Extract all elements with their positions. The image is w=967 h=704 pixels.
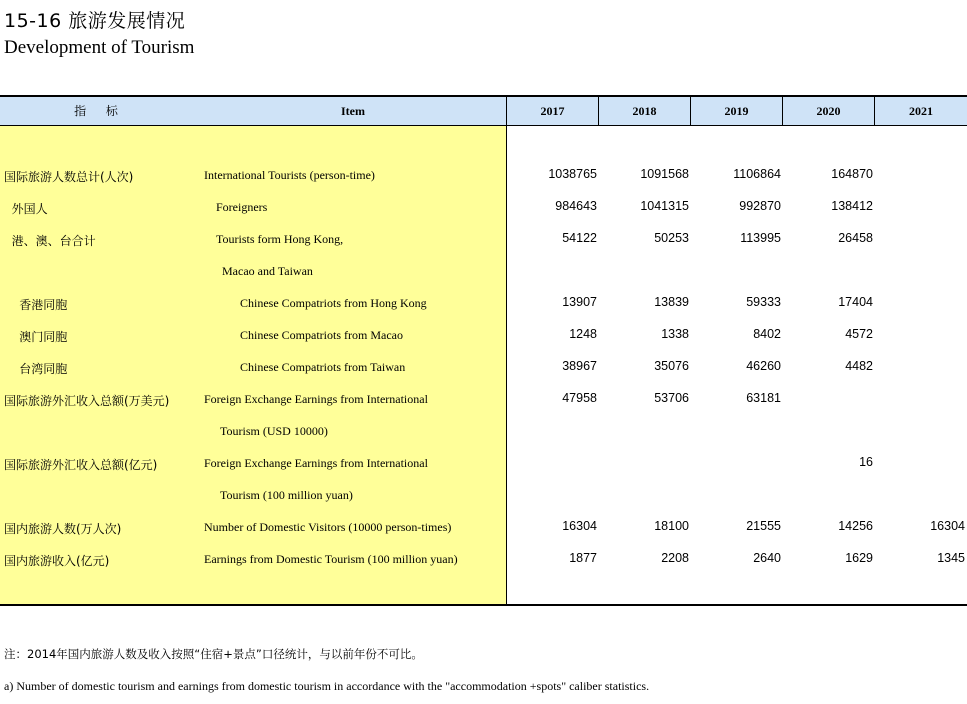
row-label-en-continued: Tourism (100 million yuan) — [220, 488, 353, 502]
table-cell-value: 59333 — [746, 295, 781, 309]
row-label-en: Chinese Compatriots from Taiwan — [240, 360, 406, 374]
tourism-table — [0, 95, 967, 606]
column-divider — [506, 97, 507, 604]
table-cell-value: 4482 — [845, 359, 873, 373]
table-cell-value: 14256 — [838, 519, 873, 533]
row-label-cn: 国际旅游外汇收入总额(万美元) — [4, 394, 170, 408]
row-label-cn: 港、澳、台合计 — [4, 234, 96, 248]
row-label-cn: 国内旅游人数(万人次) — [4, 522, 122, 536]
footnote-en: a) Number of domestic tourism and earnings from domestic tourism in accordance with the "accommodation +spots" caliber statistics. — [4, 679, 650, 693]
table-cell-value: 984643 — [555, 199, 597, 213]
row-label-en: Foreigners — [216, 200, 268, 214]
table-cell-value: 1248 — [569, 327, 597, 341]
table-cell-value: 2208 — [661, 551, 689, 565]
table-cell-value: 26458 — [838, 231, 873, 245]
row-label-en: Foreign Exchange Earnings from International — [204, 392, 428, 406]
row-label-en: Number of Domestic Visitors (10000 person-times) — [204, 520, 452, 534]
table-cell-value: 50253 — [654, 231, 689, 245]
row-label-cn: 国际旅游人数总计(人次) — [4, 170, 134, 184]
table-cell-value: 1091568 — [640, 167, 689, 181]
header-year: 2020 — [816, 104, 841, 118]
table-cell-value: 1338 — [661, 327, 689, 341]
table-cell-value: 164870 — [831, 167, 873, 181]
table-cell-value: 1877 — [569, 551, 597, 565]
table-cell-value: 138412 — [831, 199, 873, 213]
header-year: 2019 — [724, 104, 749, 118]
header-indicator: 指 标 — [74, 104, 126, 118]
table-cell-value: 16304 — [562, 519, 597, 533]
row-label-cn: 国内旅游收入(亿元) — [4, 554, 110, 568]
header-year: 2017 — [540, 104, 565, 118]
row-label-en: Tourists form Hong Kong, — [216, 232, 344, 246]
table-cell-value: 8402 — [753, 327, 781, 341]
row-label-en: Foreign Exchange Earnings from International — [204, 456, 428, 470]
table-header — [0, 97, 967, 126]
row-label-en: Chinese Compatriots from Macao — [240, 328, 403, 342]
row-label-cn: 香港同胞 — [4, 298, 68, 312]
table-cell-value: 38967 — [562, 359, 597, 373]
header-year: 2021 — [909, 104, 933, 118]
row-label-cn: 外国人 — [4, 202, 48, 216]
table-cell-value: 18100 — [654, 519, 689, 533]
table-cell-value: 16304 — [930, 519, 965, 533]
row-label-en: Earnings from Domestic Tourism (100 million yuan) — [204, 552, 458, 566]
table-cell-value: 53706 — [654, 391, 689, 405]
table-cell-value: 1106864 — [733, 167, 781, 181]
row-label-cn: 澳门同胞 — [4, 330, 68, 344]
page-title-cn: 15-16 旅游发展情况 — [4, 10, 186, 32]
row-label-en: International Tourists (person-time) — [204, 168, 375, 182]
row-label-cn: 台湾同胞 — [4, 362, 68, 376]
table-cell-value: 1038765 — [548, 167, 597, 181]
table-cell-value: 13839 — [654, 295, 689, 309]
table-cell-value: 47958 — [562, 391, 597, 405]
header-year: 2018 — [632, 104, 657, 118]
table-cell-value: 113995 — [740, 231, 781, 245]
header-item: Item — [341, 104, 365, 118]
footnote-cn: 注：2014年国内旅游人数及收入按照“住宿+景点”口径统计，与以前年份不可比。 — [4, 647, 423, 661]
row-label-en-continued: Tourism (USD 10000) — [220, 424, 328, 438]
row-label-cn: 国际旅游外汇收入总额(亿元) — [4, 458, 158, 472]
table-cell-value: 63181 — [746, 391, 781, 405]
table-cell-value: 16 — [859, 455, 873, 469]
table-cell-value: 1629 — [845, 551, 873, 565]
table-cell-value: 4572 — [845, 327, 873, 341]
table-cell-value: 1345 — [937, 551, 965, 565]
table-cell-value: 54122 — [562, 231, 597, 245]
page-title-en: Development of Tourism — [4, 37, 195, 58]
table-cell-value: 17404 — [838, 295, 873, 309]
table-cell-value: 35076 — [654, 359, 689, 373]
table-cell-value: 46260 — [746, 359, 781, 373]
table-cell-value: 992870 — [739, 199, 781, 213]
table-cell-value: 13907 — [562, 295, 597, 309]
table-cell-value: 21555 — [746, 519, 781, 533]
row-label-en-continued: Macao and Taiwan — [222, 264, 313, 278]
table-cell-value: 2640 — [753, 551, 781, 565]
row-label-en: Chinese Compatriots from Hong Kong — [240, 296, 427, 310]
table-cell-value: 1041315 — [640, 199, 689, 213]
